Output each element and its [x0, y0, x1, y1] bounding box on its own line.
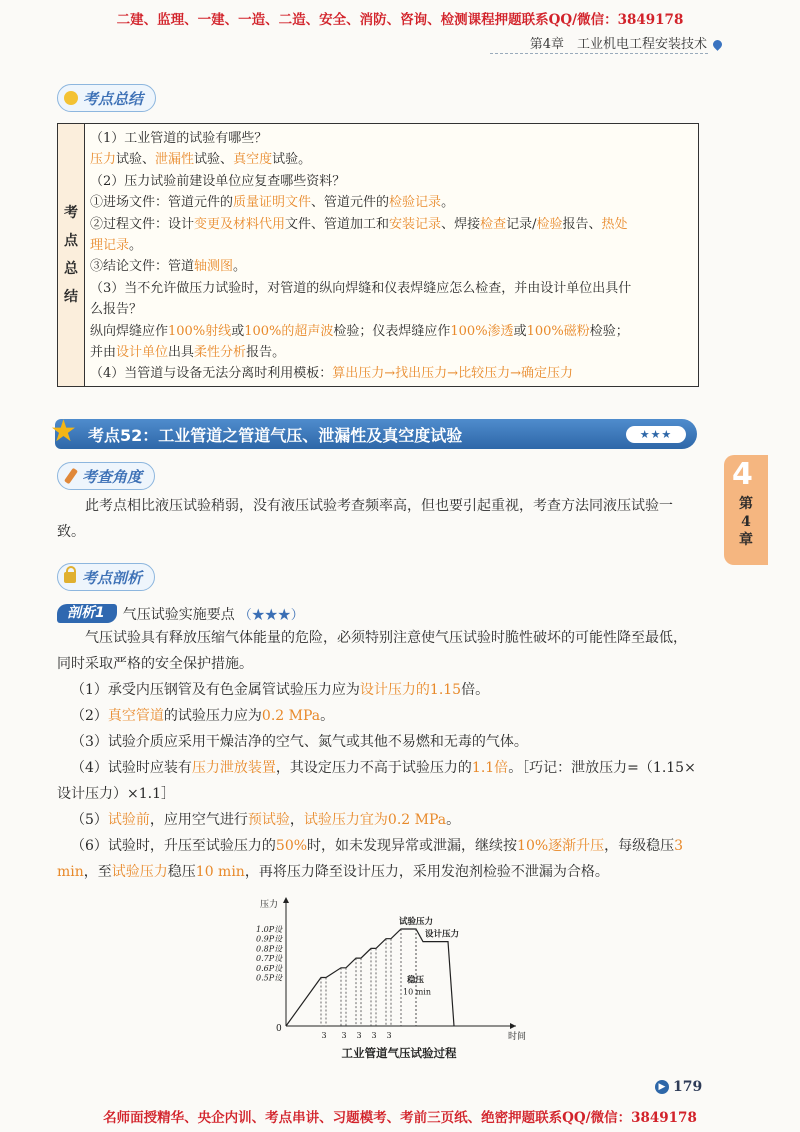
y-tick-label: 0.6P设 [256, 963, 283, 973]
analysis-item [57, 703, 697, 729]
section-pill-angle-label: 考查角度 [82, 467, 143, 486]
highlight-text: 压力 [90, 152, 117, 168]
chapter-header-text: 第4章 工业机电工程安装技术 [529, 37, 707, 52]
angle-text: 此考点相比液压试验稍弱，没有液压试验考查频率高，但也要引起重视，考查方法同液压试验一致。 [57, 498, 673, 540]
summary-line [90, 321, 692, 342]
side-char: 总 [64, 261, 78, 277]
side-tab-number: 4 [732, 457, 753, 492]
pencil-icon [64, 468, 78, 485]
highlight-text: 柔性分析 [194, 345, 247, 361]
summary-line [90, 256, 692, 277]
body-text: 时，如未发现异常或泄漏，继续按 [307, 838, 518, 854]
analysis-item [57, 729, 697, 755]
side-char: 结 [64, 289, 78, 305]
body-text: 出具 [168, 345, 195, 361]
body-text: 。 [320, 708, 335, 724]
body-text: 检验； [589, 323, 629, 339]
angle-paragraph [57, 493, 697, 545]
origin-label: 0 [276, 1024, 282, 1034]
body-text: 。 [233, 259, 247, 275]
design-pressure-annotation: 设计压力 [425, 929, 460, 940]
highlight-text: 预试验 [247, 812, 290, 828]
highlight-text: 真空度 [233, 152, 273, 168]
section-pill-analysis-label: 考点剖析 [82, 568, 143, 587]
body-text: 检验；仪表焊缝应作 [333, 323, 451, 339]
body-text: 么报告？ [90, 302, 143, 318]
section-pill-summary-label: 考点总结 [83, 89, 144, 108]
body-text: 报告、 [562, 216, 602, 232]
analysis-title: 气压试验实施要点 [122, 606, 235, 623]
highlight-text: 检验 [536, 216, 563, 232]
section-pill-analysis [57, 563, 155, 591]
side-tab-char: 章 [739, 532, 753, 548]
body-text: （4）当管道与设备无法分离时利用模板： [90, 366, 333, 382]
y-tick-label: 1.0P设 [256, 925, 283, 934]
page-number [655, 1079, 702, 1095]
analysis-item [57, 677, 697, 703]
x-axis-label: 时间 [508, 1032, 527, 1042]
summary-line [90, 278, 692, 299]
body-text: （6）试验时，升压至试验压力的 [71, 838, 276, 854]
body-text: （2） [71, 708, 108, 724]
chart-title: 工业管道气压试验过程 [341, 1046, 457, 1060]
body-text: 试验、 [194, 152, 234, 168]
body-text: ①进场文件：管道元件的 [90, 195, 234, 211]
chapter-side-tab [724, 455, 768, 565]
analysis-stars: （★★★） [238, 608, 304, 623]
highlight-text: 试验压力宜为0.2 MPa [303, 812, 447, 828]
highlight-text: 3 min [57, 838, 684, 880]
body-text: 倍。 [461, 682, 490, 698]
body-text: 。 [446, 812, 461, 828]
highlight-text: 热处 [601, 216, 628, 232]
chapter-header [530, 33, 722, 52]
highlight-text: 50% [275, 838, 308, 854]
highlight-text: 100%射线 [168, 323, 232, 339]
body-text: ，至 [83, 864, 112, 880]
body-text: （4）试验时应装有 [71, 760, 192, 776]
analysis-body [57, 625, 697, 885]
highlight-text: 100%渗透 [450, 323, 514, 339]
body-text: 或 [231, 323, 245, 339]
summary-line [90, 342, 692, 363]
body-text: 。 [441, 195, 455, 211]
summary-line [90, 235, 692, 256]
x-step-label: 3 [321, 1031, 327, 1040]
section-pill-angle [57, 462, 155, 490]
highlight-text: 试验压力 [111, 864, 168, 880]
location-pin-icon [711, 38, 724, 51]
analysis-item [57, 807, 697, 833]
summary-line [90, 299, 692, 320]
body-text: 。 [129, 238, 143, 254]
pressure-series-line [286, 929, 454, 1026]
summary-line [90, 171, 692, 192]
body-text: 稳压 [167, 864, 196, 880]
highlight-text: 泄漏性 [155, 152, 195, 168]
side-tab-char: 4 [741, 514, 751, 530]
body-text: 并由 [90, 345, 117, 361]
body-text: ，每级稳压 [604, 838, 675, 854]
hold-time-annotation: 10 min [403, 987, 432, 997]
test-pressure-annotation: 试验压力 [399, 917, 434, 927]
header-divider [490, 53, 708, 54]
x-step-label: 3 [386, 1031, 392, 1040]
body-text: （1）承受内压钢管及有色金属管试验压力应为 [71, 682, 360, 698]
play-arrow-icon: ▶ [655, 1080, 669, 1094]
body-text: ③结论文件：管道 [90, 259, 195, 275]
body-text: 。［巧记：泄放压力=（1.15×设计压力）×1.1］ [57, 760, 696, 802]
highlight-text: 理记录 [90, 238, 130, 254]
x-axis-arrow [510, 1023, 516, 1029]
x-step-label: 3 [371, 1031, 377, 1040]
summary-side-label [58, 124, 85, 386]
x-step-label: 3 [356, 1031, 362, 1040]
body-text: （1）工业管道的试验有哪些？ [90, 131, 268, 146]
body-text: ， [289, 812, 304, 828]
y-tick-label: 0.7P设 [256, 954, 283, 964]
x-step-label: 3 [341, 1031, 347, 1040]
body-text: 文件、管道加工和 [285, 216, 390, 232]
body-text: （5） [71, 812, 108, 828]
summary-body [90, 128, 692, 385]
hold-annotation: 稳压 [407, 975, 425, 986]
analysis-intro: 气压试验具有释放压缩气体能量的危险，必须特别注意使气压试验时脆性破坏的可能性降至最低，同时采取严格的安全保护措施。 [57, 630, 687, 672]
highlight-text: 质量证明文件 [233, 195, 312, 211]
highlight-text: 试验前 [107, 812, 150, 828]
body-text: ②过程文件：设计 [90, 216, 195, 232]
highlight-text: 检查 [480, 216, 507, 232]
side-char: 考 [64, 205, 78, 221]
star-icon: ★ [50, 414, 77, 449]
body-text: （2）压力试验前建设单位应复查哪些资料？ [90, 173, 346, 189]
analysis-tag: 剖析1 [57, 604, 117, 623]
body-text: ，应用空气进行 [149, 812, 248, 828]
body-text: ，其设定压力不高于试验压力的 [275, 760, 472, 776]
analysis-item [57, 833, 697, 885]
y-axis-label: 压力 [260, 900, 279, 910]
highlight-text: 检验记录 [389, 195, 442, 211]
body-text: 试验、 [116, 152, 156, 168]
body-text: ，再将压力降至设计压力，采用发泡剂检验不泄漏为合格。 [244, 864, 609, 880]
highlight-text: 安装记录 [389, 216, 442, 232]
lightbulb-icon [64, 91, 78, 105]
side-tab-label [735, 495, 757, 549]
y-tick-label: 0.9P设 [256, 934, 283, 944]
highlight-text: 0.2 MPa [261, 708, 321, 724]
summary-line [90, 363, 692, 384]
body-text: （3）当不允许做压力试验时，对管道的纵向焊缝和仪表焊缝应怎么检查，并由设计单位出具什 [90, 280, 632, 296]
body-text: 报告。 [246, 345, 286, 361]
y-tick-label: 0.5P设 [256, 973, 283, 983]
body-text: 记录/ [506, 216, 537, 232]
summary-line [90, 192, 692, 213]
highlight-text: 100%的超声波 [244, 323, 334, 339]
top-promo-banner: 二建、监理、一建、一造、二造、安全、消防、咨询、检测课程押题联系QQ/微信：3849178 [116, 12, 684, 28]
highlight-text: 1.1倍 [471, 760, 509, 776]
side-tab-char: 第 [739, 496, 753, 512]
highlight-text: 真空管道 [107, 708, 164, 724]
summary-box [57, 123, 699, 387]
body-text: 试验。 [272, 152, 312, 168]
highlight-text: 设计压力的1.15 [359, 682, 462, 698]
highlight-text: 变更及材料代用 [194, 216, 286, 232]
body-text: 纵向焊缝应作 [90, 323, 169, 339]
highlight-text: 100%磁粉 [526, 323, 590, 339]
body-text: 的试验压力应为 [163, 708, 262, 724]
lock-icon [64, 572, 76, 583]
pressure-test-chart [254, 893, 544, 1061]
highlight-text: 10%逐渐升压 [517, 838, 605, 854]
highlight-text: 算出压力→找出压力→比较压力→确定压力 [332, 366, 573, 382]
y-tick-label: 0.8P设 [256, 944, 283, 954]
summary-line [90, 149, 692, 170]
highlight-text: 轴测图 [194, 259, 234, 275]
key-point-rating: ★★★ [626, 426, 686, 443]
analysis-item [57, 755, 697, 807]
highlight-text: 压力泄放装置 [191, 760, 276, 776]
body-text: （3）试验介质应采用干燥洁净的空气、氮气或其他不易燃和无毒的气体。 [71, 734, 528, 750]
section-pill-summary [57, 84, 156, 112]
body-text: 或 [513, 323, 527, 339]
analysis-subheading [57, 604, 304, 623]
highlight-text: 10 min [195, 864, 245, 880]
body-text: 、焊接 [441, 216, 481, 232]
side-char: 点 [64, 233, 78, 249]
key-point-title: 考点52：工业管道之管道气压、泄漏性及真空度试验 [88, 426, 463, 445]
body-text: 、管道元件的 [311, 195, 390, 211]
page-number-text: 179 [673, 1079, 703, 1095]
bottom-promo-banner: 名师面授精华、央企内训、考点串讲、习题模考、考前三页纸、绝密押题联系QQ/微信：3849178 [103, 1110, 697, 1126]
summary-line [90, 214, 692, 235]
y-axis-arrow [283, 897, 289, 903]
highlight-text: 设计单位 [116, 345, 169, 361]
summary-line [90, 128, 692, 149]
